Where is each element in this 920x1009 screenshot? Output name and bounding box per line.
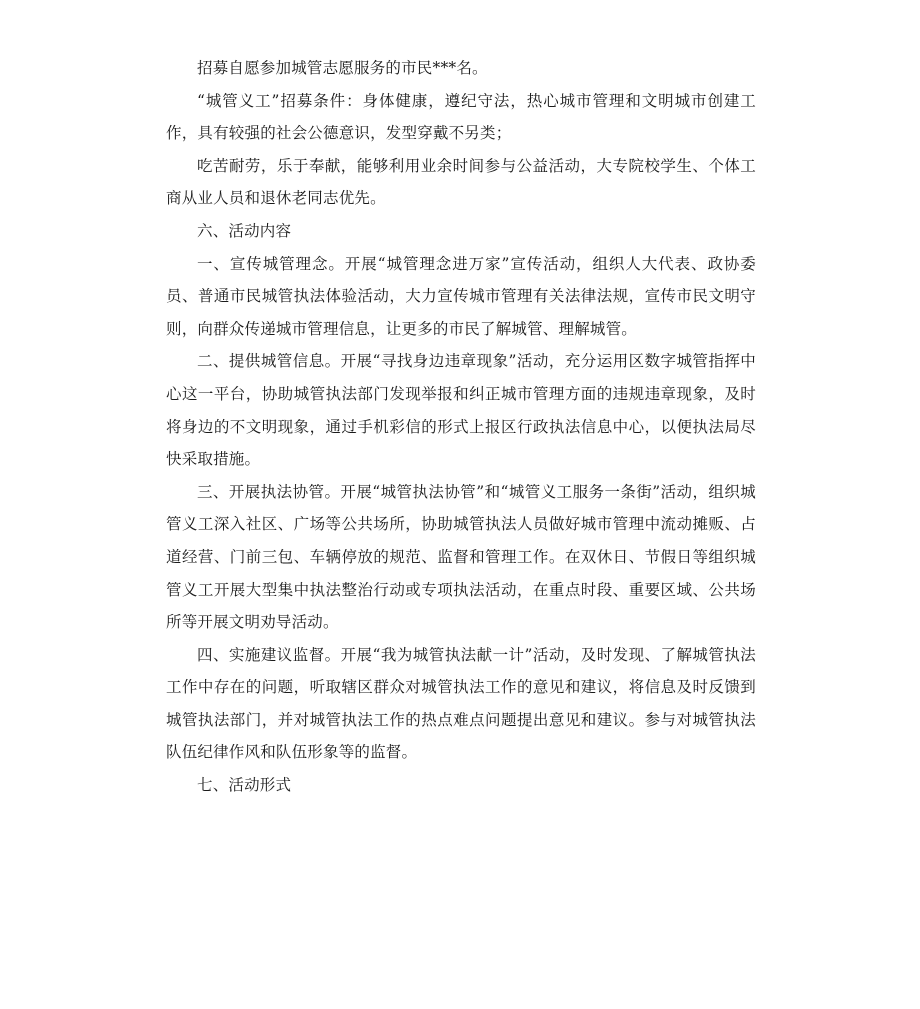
section-heading-activity-content: 六、活动内容 [197,221,292,240]
paragraph-recruit-conditions: “城管义工”招募条件：身体健康，遵纪守法，热心城市管理和文明城市创建工作，具有较强的社会公德意识，发型穿戴不另类； [166,91,756,143]
paragraph-item-3: 三、开展执法协管。开展“城管执法协管”和“城管义工服务一条街”活动，组织城管义工深入社区、广场等公共场所，协助城管执法人员做好城市管理中流动摊贩、占道经营、门前三包、车辆停放的规范、监督和管理工作。在双休日、节假日等组织城管义工开展大型集中执法整治行动或专项执法活动，在重点时段、重要区域、公共场所等开展文明劝导活动。 [166,482,756,632]
paragraph-item-2: 二、提供城管信息。开展“寻找身边违章现象”活动，充分运用区数字城管指挥中心这一平台，协助城管执法部门发现举报和纠正城市管理方面的违规违章现象，及时将身边的不文明现象，通过手机彩信的形式上报区行政执法信息中心，以便执法局尽快采取措施。 [166,352,756,469]
section-heading-activity-form: 七、活动形式 [197,776,292,795]
paragraph-recruit-priority: 吃苦耐劳，乐于奉献，能够利用业余时间参与公益活动，大专院校学生、个体工商从业人员和退休老同志优先。 [166,156,756,208]
paragraph-item-1: 一、宣传城管理念。开展“城管理念进万家”宣传活动，组织人大代表、政协委员、普通市民城管执法体验活动，大力宣传城市管理有关法律法规，宣传市民文明守则，向群众传递城市管理信息，让更多的市民了解城管、理解城管。 [166,254,756,338]
paragraph-item-4: 四、实施建议监督。开展“我为城管执法献一计”活动，及时发现、了解城管执法工作中存在的问题，听取辖区群众对城管执法工作的意见和建议，将信息及时反馈到城管执法部门，并对城管执法工作的热点难点问题提出意见和建议。参与对城管执法队伍纪律作风和队伍形象等的监督。 [166,645,756,762]
document-page [166,52,756,802]
paragraph-recruit-count: 招募自愿参加城管志愿服务的市民***名。 [197,59,488,77]
